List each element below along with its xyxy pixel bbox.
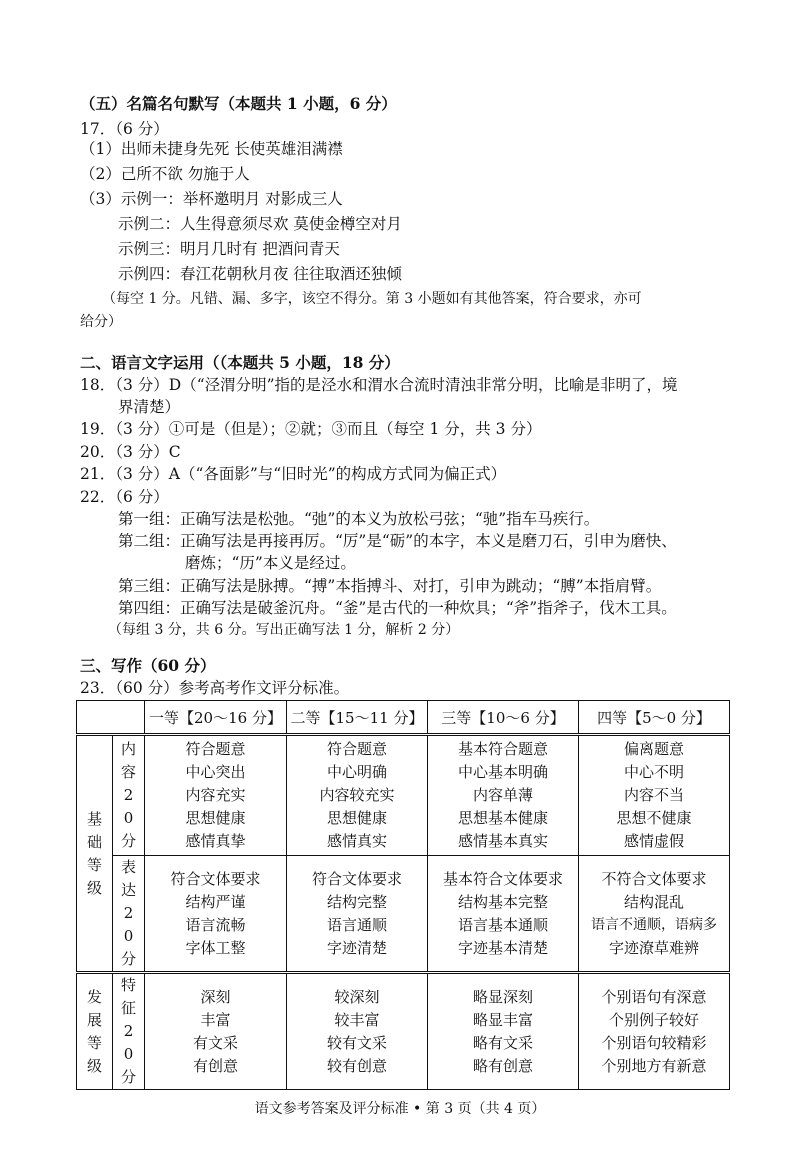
table-cell-text: 偏离题意: [623, 740, 684, 758]
q21: 21．（3 分）A（“各面影”与“旧时光”的构成方式同为偏正式）: [80, 465, 507, 483]
q17-item-1: （1）出师未捷身先死 长使英雄泪满襟: [80, 140, 343, 158]
table-cell-text: 字迹清楚: [326, 938, 387, 957]
table-cell-text: 结构完整: [326, 892, 387, 911]
expression-label: [113, 856, 145, 973]
feature-grade-4-cell: [579, 973, 730, 1090]
table-cell-text: 符合文体要求: [311, 869, 402, 888]
content-grade-1-cell: [145, 735, 287, 856]
table-corner-cell: [77, 701, 145, 735]
q22-group2-line1: 第二组：正确写法是再接再厉。“厉”是“砺”的本字，本义是磨刀石，引申为磨快、: [118, 532, 677, 550]
q17-note-line1: （每空 1 分。凡错、漏、多字，该空不得分。第 3 小题如有其他答案，符合要求，亦可: [102, 291, 642, 307]
q17-item-2: （2）己所不欲 勿施于人: [80, 165, 250, 183]
table-cell-text: 个别语句有深意: [601, 987, 707, 1006]
table-cell-text: 略有创意: [472, 1056, 533, 1075]
expression-grade-4-cell: [579, 856, 730, 973]
table-header-row: [77, 701, 730, 735]
basic-level-label: [77, 735, 113, 973]
table-cell-text: 个别例子较好: [608, 1010, 699, 1029]
table-cell-text: 丰富: [200, 1010, 231, 1029]
expression-grade-2-cell: [287, 856, 428, 973]
table-cell-text: 符合题意: [326, 740, 387, 758]
grade-2-header: 二等【15～11 分】: [287, 701, 428, 735]
table-cell-text: 字迹基本清楚: [457, 938, 548, 957]
table-cell-text: 语言基本通顺: [457, 915, 548, 934]
table-cell-text: 较有文采: [326, 1033, 387, 1052]
section5-heading: （五）名篇名句默写（本题共 1 小题，6 分）: [80, 94, 397, 113]
feature-grade-1-cell: [145, 973, 287, 1090]
content-grade-2-cell: [287, 735, 428, 856]
table-cell-text: 语言通顺: [326, 915, 387, 934]
grade-1-header: 一等【20～16 分】: [145, 701, 287, 735]
q17-head: 17．（6 分）: [80, 120, 169, 138]
table-cell-text: 内容单薄: [472, 786, 533, 804]
develop-level-label: [77, 973, 113, 1090]
table-cell-text: 结构严谨: [185, 892, 246, 911]
expression-grade-3-cell: [428, 856, 579, 973]
table-cell-text: 较丰富: [334, 1010, 380, 1029]
table-cell-text: 略显丰富: [472, 1010, 533, 1029]
q22-note: （每组 3 分，共 6 分。写出正确写法 1 分，解析 2 分）: [108, 622, 460, 638]
q17-example-2: 示例二：人生得意须尽欢 莫使金樽空对月: [118, 215, 402, 233]
expression-grade-1-cell: [145, 856, 287, 973]
page-footer: 语文参考答案及评分标准 • 第 3 页（共 4 页）: [254, 1101, 546, 1117]
vertical-label-text: 特征20分: [120, 976, 136, 1086]
table-cell-text: 语言不通顺，语病多: [591, 916, 717, 933]
table-cell-text: 较有创意: [326, 1056, 387, 1075]
feature-grade-3-cell: [428, 973, 579, 1090]
q20: 20．（3 分）C: [80, 443, 181, 461]
table-cell-text: 思想基本健康: [457, 809, 548, 827]
table-cell-text: 思想健康: [185, 809, 246, 827]
table-cell-text: 字体工整: [185, 938, 246, 957]
vertical-label-text: 内容20分: [120, 740, 136, 850]
content-grade-3-cell: [428, 735, 579, 856]
table-cell-text: 内容不当: [623, 786, 684, 804]
table-cell-text: 结构基本完整: [457, 892, 548, 911]
table-cell-text: 个别地方有新意: [601, 1056, 707, 1075]
feature-label: [113, 973, 145, 1090]
table-cell-text: 思想不健康: [616, 809, 692, 827]
q22-group4: 第四组：正确写法是破釜沉舟。“釜”是古代的一种炊具；“斧”指斧子，伐木工具。: [118, 599, 677, 617]
table-cell-text: 内容较充实: [319, 786, 395, 804]
q17-example-3: 示例三：明月几时有 把酒问青天: [118, 240, 340, 258]
q22-group3: 第三组：正确写法是脉搏。“搏”本指搏斗、对打，引申为跳动；“膊”本指肩臂。: [118, 577, 662, 595]
table-cell-text: 有创意: [192, 1056, 238, 1075]
part3-heading: 三、写作（60 分）: [80, 656, 216, 675]
table-cell-text: 字迹潦草难辨: [608, 938, 699, 957]
grade-4-header: 四等【5～0 分】: [579, 701, 730, 735]
table-cell-text: 基本符合文体要求: [442, 869, 563, 888]
vertical-label-text: 表达20分: [120, 858, 136, 968]
q17-note-line2: 给分）: [80, 314, 122, 330]
table-cell-text: 基本符合题意: [457, 740, 548, 758]
table-cell-text: 中心明确: [326, 763, 387, 781]
q22-group1: 第一组：正确写法是松弛。“弛”的本义为放松弓弦；“驰”指车马疾行。: [118, 510, 600, 528]
content-row: [77, 735, 730, 856]
vertical-label-text: 基础等级: [86, 809, 102, 897]
q17-item-3: （3）示例一：举杯邀明月 对影成三人: [80, 190, 343, 208]
content-grade-4-cell: [579, 735, 730, 856]
table-cell-text: 有文采: [192, 1033, 238, 1052]
table-cell-text: 略显深刻: [472, 987, 533, 1006]
vertical-label-text: 发展等级: [86, 987, 102, 1075]
table-cell-text: 较深刻: [334, 987, 380, 1006]
table-cell-text: 不符合文体要求: [601, 869, 707, 888]
feature-grade-2-cell: [287, 973, 428, 1090]
table-cell-text: 略有文采: [472, 1033, 533, 1052]
essay-scoring-table: [76, 700, 730, 1090]
table-cell-text: 中心不明: [623, 763, 684, 781]
expression-row: [77, 856, 730, 973]
q22-head: 22．（6 分）: [80, 488, 169, 506]
grade-3-header: 三等【10～6 分】: [428, 701, 579, 735]
table-cell-text: 感情虚假: [623, 832, 684, 850]
table-cell-text: 中心突出: [185, 763, 246, 781]
table-cell-text: 符合文体要求: [170, 869, 261, 888]
q23: 23．（60 分）参考高考作文评分标准。: [80, 679, 350, 697]
q18-line1: 18．（3 分）D（“泾渭分明”指的是泾水和渭水合流时清浊非常分明，比喻是非明了，境: [80, 376, 678, 394]
part2-heading: 二、语言文字运用（（本题共 5 小题，18 分）: [80, 353, 400, 372]
q22-group2-line2: 磨炼；“历”本义是经过。: [185, 554, 356, 572]
q17-example-4: 示例四：春江花朝秋月夜 往往取酒还独倾: [118, 265, 402, 283]
table-cell-text: 符合题意: [185, 740, 246, 758]
q19: 19．（3 分）①可是（但是）；②就；③而且（每空 1 分，共 3 分）: [80, 420, 542, 438]
table-cell-text: 感情真实: [326, 832, 387, 850]
table-cell-text: 内容充实: [185, 786, 246, 804]
table-cell-text: 思想健康: [326, 809, 387, 827]
table-cell-text: 深刻: [200, 987, 231, 1006]
table-cell-text: 感情真挚: [185, 832, 246, 850]
table-cell-text: 结构混乱: [623, 892, 684, 911]
feature-row: [77, 973, 730, 1090]
table-cell-text: 个别语句较精彩: [601, 1033, 707, 1052]
table-cell-text: 感情基本真实: [457, 832, 548, 850]
content-label: [113, 735, 145, 856]
table-cell-text: 中心基本明确: [457, 763, 548, 781]
table-cell-text: 语言流畅: [185, 915, 246, 934]
q18-line2: 界清楚）: [118, 398, 181, 416]
